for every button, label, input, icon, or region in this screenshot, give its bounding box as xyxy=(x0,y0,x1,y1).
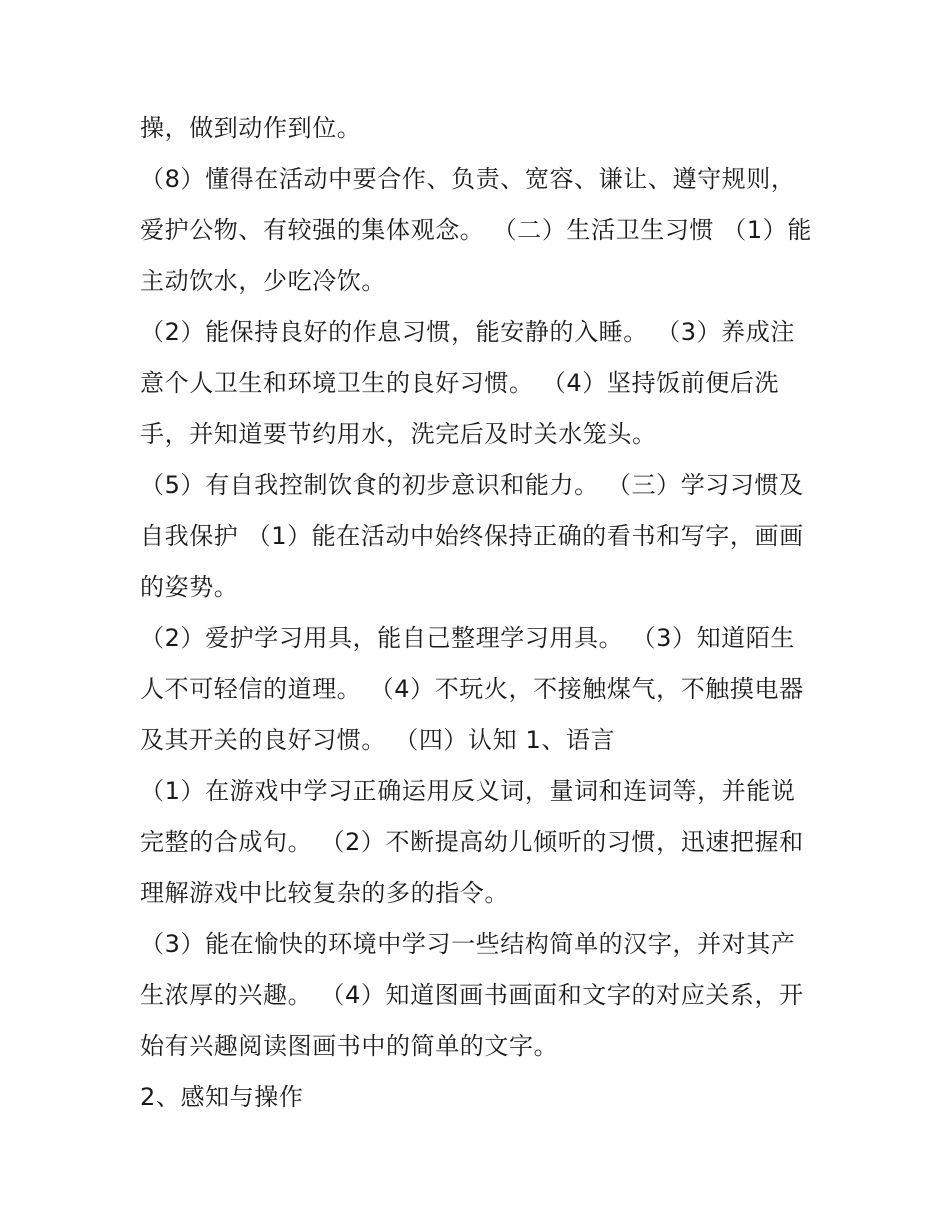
text-line: （5）有自我控制饮食的初步意识和能力。 （三）学习习惯及 xyxy=(140,471,804,499)
text-line: （2）爱护学习用具，能自己整理学习用具。 （3）知道陌生 xyxy=(140,624,795,652)
text-line: 爱护公物、有较强的集体观念。 （二）生活卫生习惯 （1）能 xyxy=(140,216,812,244)
text-line: 主动饮水，少吃冷饮。 xyxy=(140,267,386,295)
section-heading: 2、感知与操作 xyxy=(140,1083,304,1111)
text-line: 的姿势。 xyxy=(140,573,239,601)
text-line: （2）能保持良好的作息习惯，能安静的入睡。 （3）养成注 xyxy=(140,318,795,346)
text-line: 意个人卫生和环境卫生的良好习惯。 （4）坚持饭前便后洗 xyxy=(140,369,780,397)
text-line: （8）懂得在活动中要合作、负责、宽容、谦让、遵守规则， xyxy=(140,165,796,193)
text-line: 及其开关的良好习惯。 （四）认知 1、语言 xyxy=(140,726,616,754)
text-line: （3）能在愉快的环境中学习一些结构简单的汉字，并对其产 xyxy=(140,930,796,958)
text-line: 始有兴趣阅读图画书中的简单的文字。 xyxy=(140,1032,559,1060)
text-line: 完整的合成句。 （2）不断提高幼儿倾听的习惯，迅速把握和 xyxy=(140,828,804,856)
text-line: 操，做到动作到位。 xyxy=(140,114,362,142)
text-line: （1）在游戏中学习正确运用反义词，量词和连词等，并能说 xyxy=(140,777,796,805)
text-line: 手，并知道要节约用水，洗完后及时关水笼头。 xyxy=(140,420,657,448)
text-line: 理解游戏中比较复杂的多的指令。 xyxy=(140,879,509,907)
text-line: 生浓厚的兴趣。 （4）知道图画书画面和文字的对应关系，开 xyxy=(140,981,804,1009)
text-line: 自我保护 （1）能在活动中始终保持正确的看书和写字，画画 xyxy=(140,522,804,550)
text-line: 人不可轻信的道理。 （4）不玩火，不接触煤气，不触摸电器 xyxy=(140,675,804,703)
